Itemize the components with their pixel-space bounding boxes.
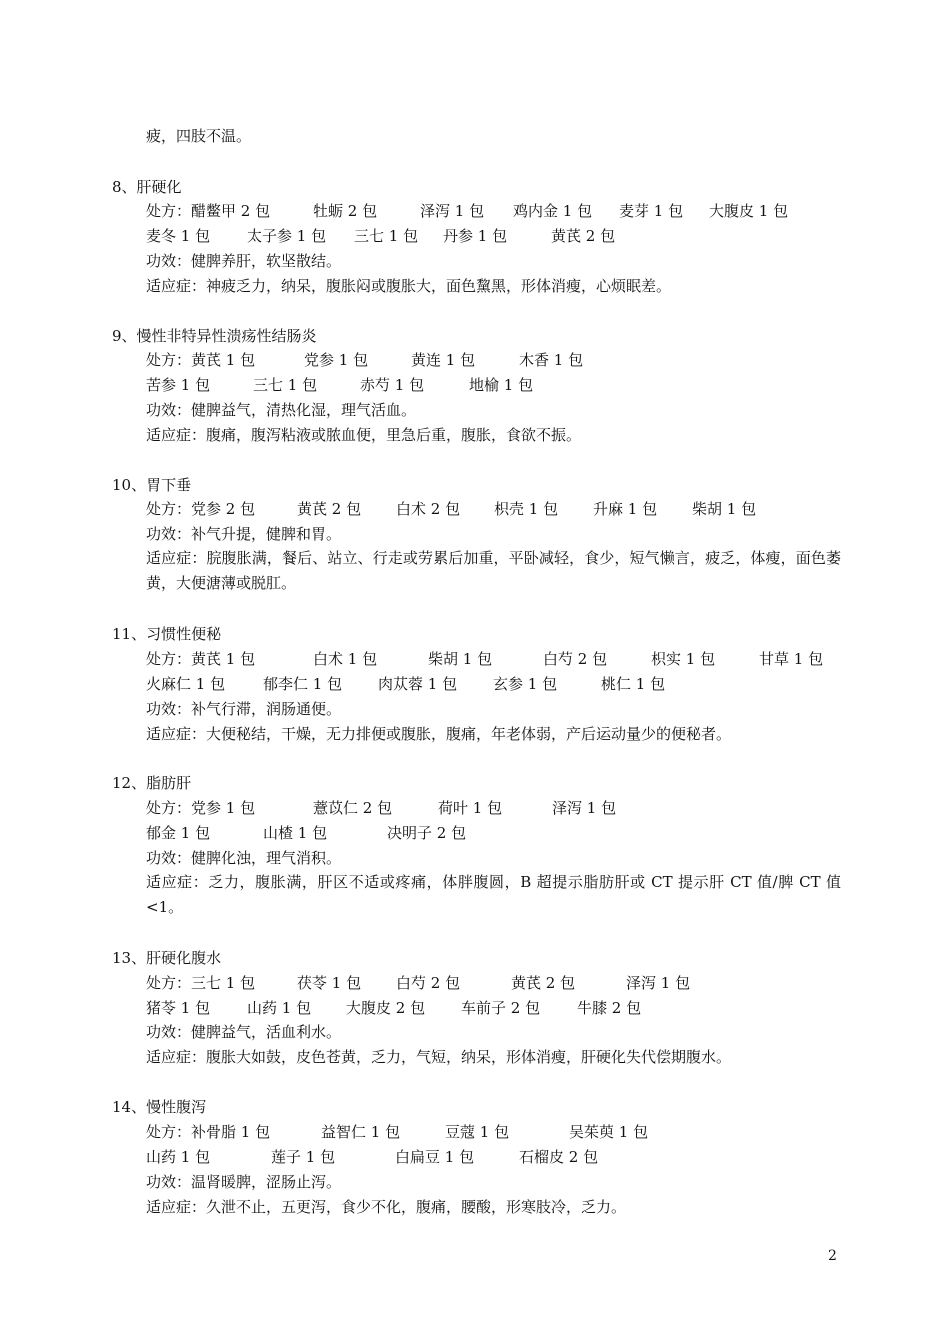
herb-item: 大腹皮 2 包 <box>346 999 426 1017</box>
effect-text: 功效：健脾化浊，理气消积。 <box>146 849 342 867</box>
effect-text: 功效：补气升提，健脾和胃。 <box>146 525 342 543</box>
herb-item: 牡蛎 2 包 <box>313 202 378 220</box>
herb-item: 白术 1 包 <box>313 650 378 668</box>
herb-item: 泽泻 1 包 <box>626 974 691 992</box>
intro-tail-text: 疲，四肢不温。 <box>146 127 252 145</box>
herb-item: 茯苓 1 包 <box>297 974 362 992</box>
herb-item: 石榴皮 2 包 <box>519 1148 599 1166</box>
herb-item: 吴茱萸 1 包 <box>569 1123 649 1141</box>
section-title: 8、肝硬化 <box>112 178 182 196</box>
indication-text: 适应症：大便秘结，干燥，无力排便或腹胀，腹痛，年老体弱，产后运动量少的便秘者。 <box>146 725 732 743</box>
herb-item: 处方：党参 2 包 <box>146 500 256 518</box>
effect-text: 功效：健脾养肝，软坚散结。 <box>146 252 342 270</box>
herb-item: 黄芪 2 包 <box>297 500 362 518</box>
herb-item: 车前子 2 包 <box>461 999 541 1017</box>
herb-item: 肉苁蓉 1 包 <box>378 675 458 693</box>
herb-item: 山药 1 包 <box>146 1148 211 1166</box>
herb-item: 山药 1 包 <box>247 999 312 1017</box>
herb-item: 麦芽 1 包 <box>619 202 684 220</box>
section-title: 11、习惯性便秘 <box>112 625 222 643</box>
herb-item: 枳壳 1 包 <box>494 500 559 518</box>
herb-item: 决明子 2 包 <box>387 824 467 842</box>
section-title: 12、脂肪肝 <box>112 774 192 792</box>
herb-item: 猪苓 1 包 <box>146 999 211 1017</box>
herb-item: 处方：醋鳖甲 2 包 <box>146 202 271 220</box>
herb-item: 白扁豆 1 包 <box>395 1148 475 1166</box>
herb-item: 益智仁 1 包 <box>321 1123 401 1141</box>
herb-item: 火麻仁 1 包 <box>146 675 226 693</box>
herb-item: 白术 2 包 <box>396 500 461 518</box>
section-title: 13、肝硬化腹水 <box>112 949 222 967</box>
section-title: 9、慢性非特异性溃疡性结肠炎 <box>112 327 317 345</box>
herb-item: 甘草 1 包 <box>759 650 824 668</box>
effect-text: 功效：补气行滞，润肠通便。 <box>146 700 342 718</box>
herb-item: 枳实 1 包 <box>651 650 716 668</box>
herb-item: 玄参 1 包 <box>493 675 558 693</box>
herb-item: 郁金 1 包 <box>146 824 211 842</box>
herb-item: 升麻 1 包 <box>593 500 658 518</box>
herb-item: 三七 1 包 <box>253 376 318 394</box>
herb-item: 泽泻 1 包 <box>552 799 617 817</box>
herb-item: 白芍 2 包 <box>396 974 461 992</box>
herb-item: 处方：补骨脂 1 包 <box>146 1123 271 1141</box>
section-title: 14、慢性腹泻 <box>112 1098 207 1116</box>
effect-text: 功效：健脾益气，活血利水。 <box>146 1023 342 1041</box>
indication-text: 适应症：脘腹胀满，餐后、站立、行走或劳累后加重，平卧减轻，食少，短气懒言，疲乏，体瘦，面色萎黄，大便溏薄或脱肛。 <box>146 549 841 592</box>
section-title: 10、胃下垂 <box>112 476 192 494</box>
herb-item: 党参 1 包 <box>304 351 369 369</box>
herb-item: 大腹皮 1 包 <box>709 202 789 220</box>
herb-item: 黄芪 2 包 <box>551 227 616 245</box>
herb-item: 处方：黄芪 1 包 <box>146 650 256 668</box>
indication-text: 适应症：神疲乏力，纳呆，腹胀闷或腹胀大，面色黧黑，形体消瘦，心烦眠差。 <box>146 277 672 295</box>
herb-item: 郁李仁 1 包 <box>263 675 343 693</box>
herb-item: 处方：黄芪 1 包 <box>146 351 256 369</box>
herb-item: 山楂 1 包 <box>263 824 328 842</box>
herb-item: 柴胡 1 包 <box>692 500 757 518</box>
herb-item: 麦冬 1 包 <box>146 227 211 245</box>
herb-item: 薏苡仁 2 包 <box>313 799 393 817</box>
herb-item: 黄芪 2 包 <box>511 974 576 992</box>
herb-item: 苦参 1 包 <box>146 376 211 394</box>
indication-text: 适应症：腹痛，腹泻粘液或脓血便，里急后重，腹胀，食欲不振。 <box>146 426 582 444</box>
herb-item: 莲子 1 包 <box>271 1148 336 1166</box>
herb-item: 处方：三七 1 包 <box>146 974 256 992</box>
herb-item: 牛膝 2 包 <box>577 999 642 1017</box>
herb-item: 豆蔻 1 包 <box>445 1123 510 1141</box>
herb-item: 太子参 1 包 <box>247 227 327 245</box>
herb-item: 泽泻 1 包 <box>420 202 485 220</box>
indication-text: 适应症：乏力，腹胀满，肝区不适或疼痛，体胖腹圆，B 超提示脂肪肝或 CT 提示肝 CT 值/脾 CT 值<1。 <box>146 873 841 916</box>
herb-item: 白芍 2 包 <box>543 650 608 668</box>
herb-item: 黄连 1 包 <box>411 351 476 369</box>
herb-item: 荷叶 1 包 <box>438 799 503 817</box>
herb-item: 鸡内金 1 包 <box>513 202 593 220</box>
herb-item: 柴胡 1 包 <box>428 650 493 668</box>
herb-item: 木香 1 包 <box>519 351 584 369</box>
herb-item: 处方：党参 1 包 <box>146 799 256 817</box>
herb-item: 三七 1 包 <box>354 227 419 245</box>
herb-item: 地榆 1 包 <box>469 376 534 394</box>
herb-item: 赤芍 1 包 <box>360 376 425 394</box>
indication-text: 适应症：腹胀大如鼓，皮色苍黄，乏力，气短，纳呆，形体消瘦，肝硬化失代偿期腹水。 <box>146 1048 732 1066</box>
herb-item: 桃仁 1 包 <box>601 675 666 693</box>
indication-text: 适应症：久泄不止，五更泻，食少不化，腹痛，腰酸，形寒肢冷，乏力。 <box>146 1198 627 1216</box>
page-number: 2 <box>828 1248 837 1264</box>
effect-text: 功效：健脾益气，清热化湿，理气活血。 <box>146 401 417 419</box>
herb-item: 丹参 1 包 <box>443 227 508 245</box>
effect-text: 功效：温肾暖脾，涩肠止泻。 <box>146 1173 342 1191</box>
